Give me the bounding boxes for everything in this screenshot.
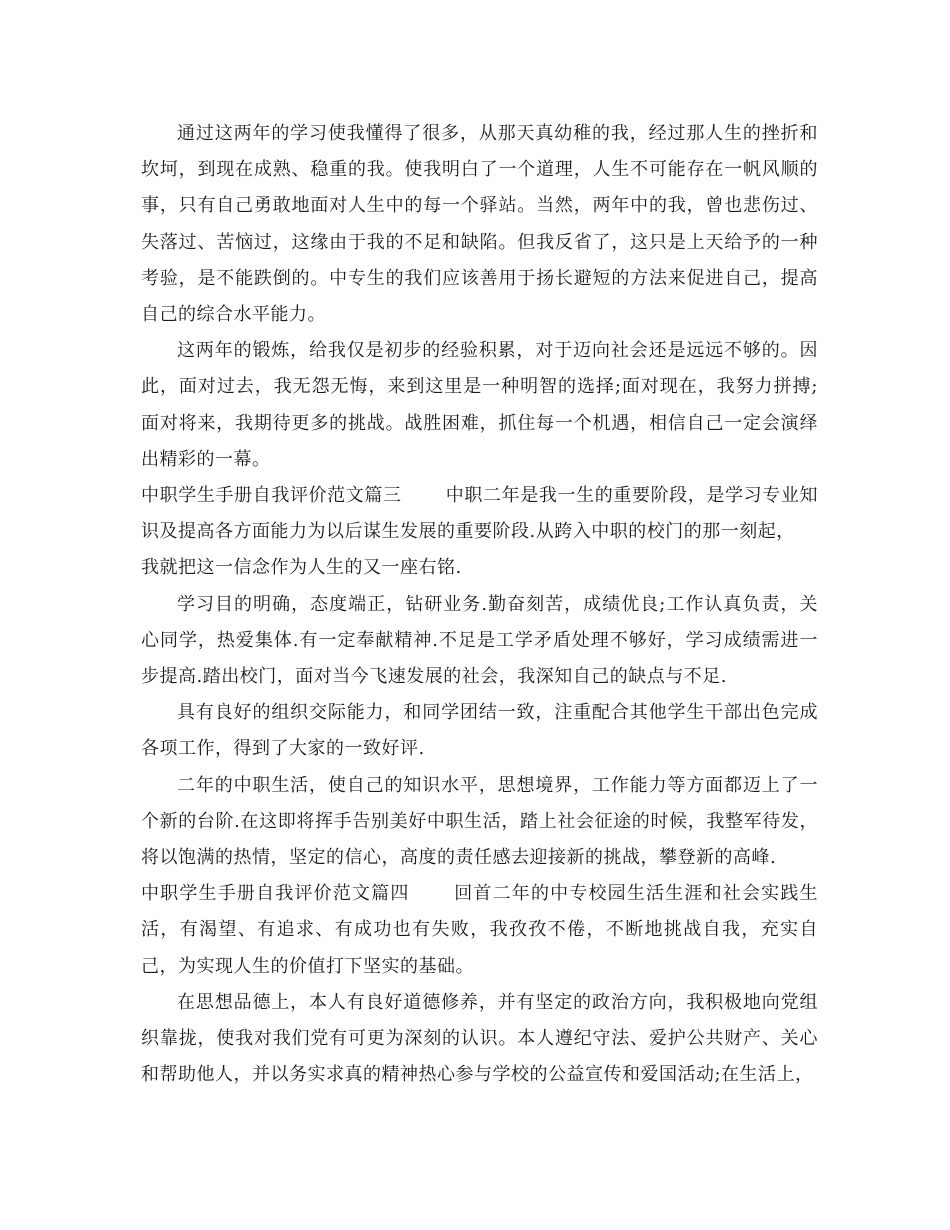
paragraph-study-goals: 学习目的明确，态度端正，钻研业务.勤奋刻苦，成绩优良;工作认真负责，关心同学，热爱集体.有一定奉献精神.不足是工学矛盾处理不够好，学习成绩需进一步提高.踏出校门，面对当今飞速发展的社会，我深知自己的缺点与不足. (141, 593, 818, 688)
section-four-title: 中职学生手册自我评价范文篇四 (141, 883, 410, 905)
section-three-text: 中职二年是我一生的重要阶段，是学习专业知识及提高各方面能力为以后谋生发展的重要阶段.从跨入中职的校门的那一刻起， (141, 485, 819, 543)
paragraph-two-year-life: 二年的中职生活，使自己的知识水平，思想境界，工作能力等方面都迈上了一个新的台阶.在这即将挥手告别美好中职生活，踏上社会征途的时候，我整军待发，将以饱满的热情，坚定的信心，高度的责任感去迎接新的挑战，攀登新的高峰. (141, 774, 818, 869)
document-body (141, 116, 818, 1093)
paragraph-communication: 具有良好的组织交际能力，和同学团结一致，注重配合其他学生干部出色完成各项工作，得到了大家的一致好评. (141, 702, 818, 760)
paragraph-moral-character: 在思想品德上，本人有良好道德修养，并有坚定的政治方向，我积极地向党组织靠拢，使我对我们党有可更为深刻的认识。本人遵纪守法、爱护公共财产、关心和帮助他人，并以务实求真的精神热心参与学校的公益宣传和爱国活动;在生活上， (141, 991, 818, 1086)
section-three-tail: 我就把这一信念作为人生的又一座右铭. (141, 557, 462, 579)
section-three-title: 中职学生手册自我评价范文篇三 (141, 485, 402, 507)
section-three (141, 478, 818, 587)
paragraph-two-years-training: 这两年的锻炼，给我仅是初步的经验积累，对于迈向社会还是远远不够的。因此，面对过去，我无怨无悔，来到这里是一种明智的选择;面对现在，我努力拼搏;面对将来，我期待更多的挑战。战胜困难，抓住每一个机遇，相信自己一定会演绎出精彩的一幕。 (141, 340, 818, 470)
paragraph-study-reflection: 通过这两年的学习使我懂得了很多，从那天真幼稚的我，经过那人生的挫折和坎坷，到现在成熟、稳重的我。使我明白了一个道理，人生不可能存在一帆风顺的事，只有自己勇敢地面对人生中的每一个驿站。当然，两年中的我，曾也悲伤过、失落过、苦恼过，这缘由于我的不足和缺陷。但我反省了，这只是上天给予的一种考验，是不能跌倒的。中专生的我们应该善用于扬长避短的方法来促进自己，提高自己的综合水平能力。 (141, 123, 818, 326)
section-four (141, 876, 818, 985)
section-four-text: 回首二年的中专校园生活生涯和社会实践生活，有渴望、有追求、有成功也有失败，我孜孜不倦，不断地挑战自我，充实自己，为实现人生的价值打下坚实的基础。 (141, 883, 818, 977)
